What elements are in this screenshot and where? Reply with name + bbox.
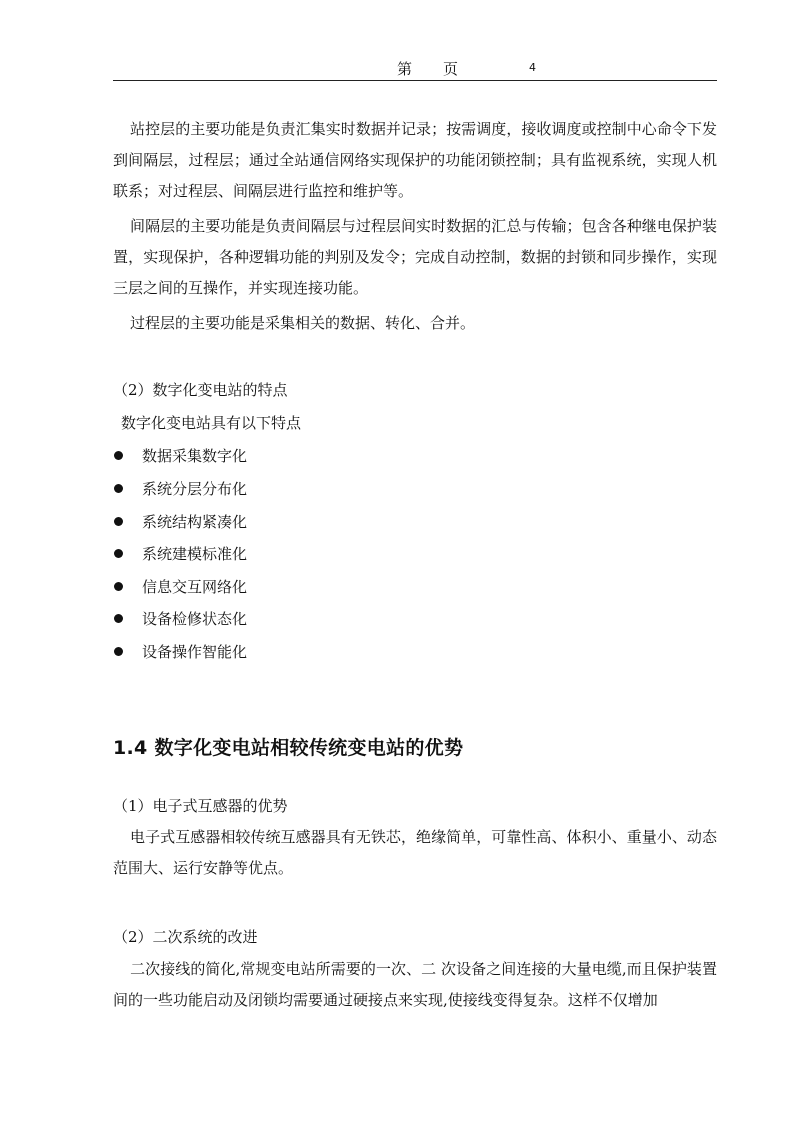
bullet-dot-icon	[114, 647, 123, 656]
header-ye: 页	[443, 60, 459, 78]
paragraph-electronic-transformer	[113, 822, 717, 884]
paragraph-station-layer	[113, 114, 717, 207]
feature-item-text: 信息交互网络化	[142, 578, 248, 596]
paragraph-station-layer-text: 站控层的主要功能是负责汇集实时数据并记录；按需调度，接收调度或控制中心命令下发到间隔层，过程层；通过全站通信网络实现保护的功能闭锁控制；具有监视系统，实现人机联系；对过程层、间隔层进行监控和维护等。	[113, 120, 717, 200]
paragraph-secondary-system	[113, 954, 717, 1016]
feature-item-text: 数据采集数字化	[142, 447, 248, 465]
paragraph-bay-layer-text: 间隔层的主要功能是负责间隔层与过程层间实时数据的汇总与传输；包含各种继电保护装置，实现保护，各种逻辑功能的判别及发令；完成自动控制，数据的封锁和同步操作，实现三层之间的互操作，并实现连接功能。	[113, 217, 717, 297]
paragraph-bay-layer	[113, 211, 717, 304]
page-number: 4	[529, 61, 536, 74]
bullet-dot-icon	[114, 549, 123, 558]
paragraph-process-layer	[113, 308, 717, 339]
features-intro: 数字化变电站具有以下特点	[121, 414, 302, 432]
bullet-dot-icon	[114, 614, 123, 623]
paragraph-electronic-transformer-text: 电子式互感器相较传统互感器具有无铁芯，绝缘简单，可靠性高、体积小、重量小、动态范围大、运行安静等优点。	[113, 828, 717, 877]
feature-item-text: 设备检修状态化	[142, 610, 248, 628]
bullet-dot-icon	[114, 484, 123, 493]
section-heading: 1.4 数字化变电站相较传统变电站的优势	[113, 737, 464, 759]
header-di: 第	[397, 60, 413, 78]
subheading-electronic-transformer: （1）电子式互感器的优势	[113, 797, 288, 815]
subheading-secondary-system: （2）二次系统的改进	[113, 928, 258, 946]
paragraph-process-layer-text: 过程层的主要功能是采集相关的数据、转化、合并。	[130, 314, 476, 332]
feature-item-text: 系统建模标准化	[142, 545, 248, 563]
bullet-dot-icon	[114, 451, 123, 460]
page-header	[113, 58, 717, 80]
feature-item-text: 系统结构紧凑化	[142, 513, 248, 531]
bullet-dot-icon	[114, 517, 123, 526]
feature-item-text: 设备操作智能化	[142, 643, 248, 661]
features-subheading: （2）数字化变电站的特点	[113, 381, 288, 399]
header-rule	[113, 80, 717, 81]
bullet-dot-icon	[114, 582, 123, 591]
feature-item-text: 系统分层分布化	[142, 480, 248, 498]
paragraph-secondary-system-text: 二次接线的简化,常规变电站所需要的一次、二 次设备之间连接的大量电缆,而且保护装置间的一些功能启动及闭锁均需要通过硬接点来实现,使接线变得复杂。这样不仅增加	[113, 960, 717, 1009]
